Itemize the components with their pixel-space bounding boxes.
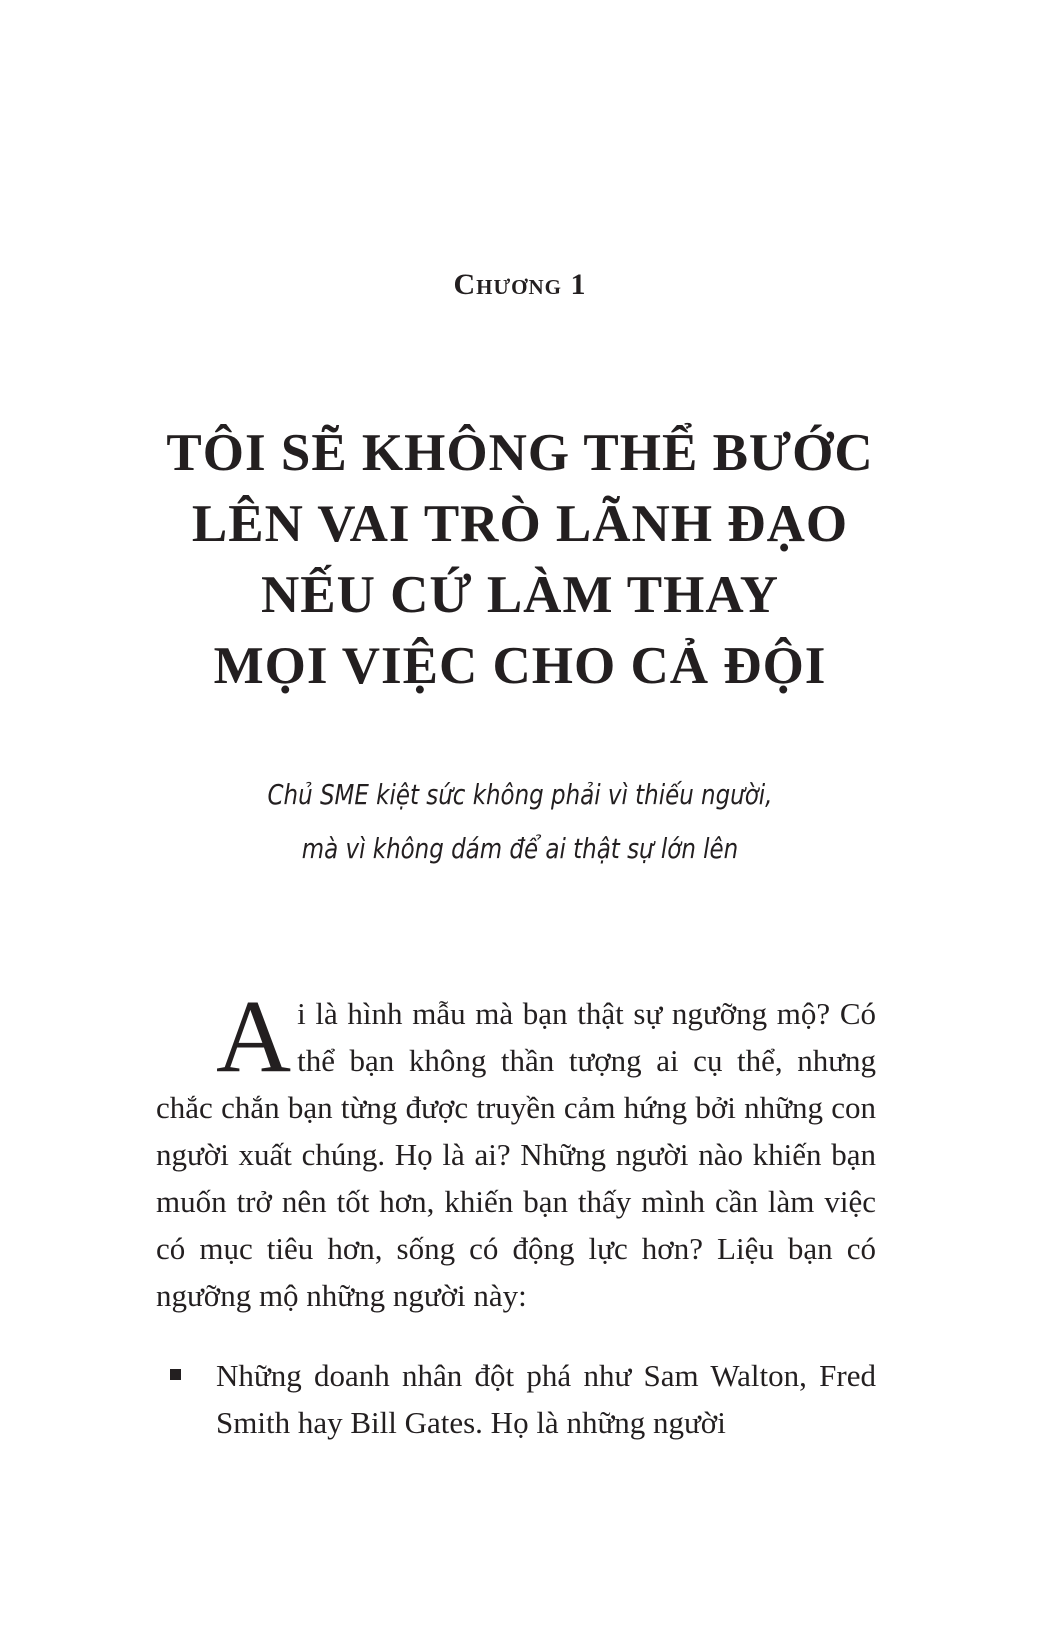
chapter-title-line: MỌI VIỆC CHO CẢ ĐỘI [213,637,827,695]
list-item-text: Những doanh nhân đột phá như Sam Walton, Fred Smith hay Bill Gates. Họ là những người [216,1358,876,1440]
bullet-list [156,1352,876,1446]
chapter-label: Chương 1 [453,268,587,301]
chapter-title [100,418,940,702]
list-item [156,1352,876,1446]
chapter-subtitle [208,768,831,876]
square-bullet-icon [170,1369,181,1380]
subtitle-line: mà vì không dám để ai thật sự lớn lên [301,832,739,865]
chapter-title-line: NẾU CỨ LÀM THAY [260,566,780,624]
chapter-title-line: LÊN VAI TRÒ LÃNH ĐẠO [191,495,849,553]
body-paragraph [156,979,876,1319]
chapter-title-line: TÔI SẼ KHÔNG THỂ BƯỚC [166,424,874,482]
subtitle-line: Chủ SME kiệt sức không phải vì thiếu người, [267,778,773,811]
paragraph-text: i là hình mẫu mà bạn thật sự ngưỡng mộ? Có thể bạn không thần tượng ai cụ thể, nhưng chắc chắn bạn từng được truyền cảm hứng bởi những con người xuất chúng. Họ là ai? Những người nào khiến bạn muốn trở nên tốt hơn, khiến bạn thấy mình cần làm việc có mục tiêu hơn, sống có động lực hơn? Liệu bạn có ngưỡng mộ những người này: [156,996,876,1313]
drop-cap: A [216,979,292,1094]
